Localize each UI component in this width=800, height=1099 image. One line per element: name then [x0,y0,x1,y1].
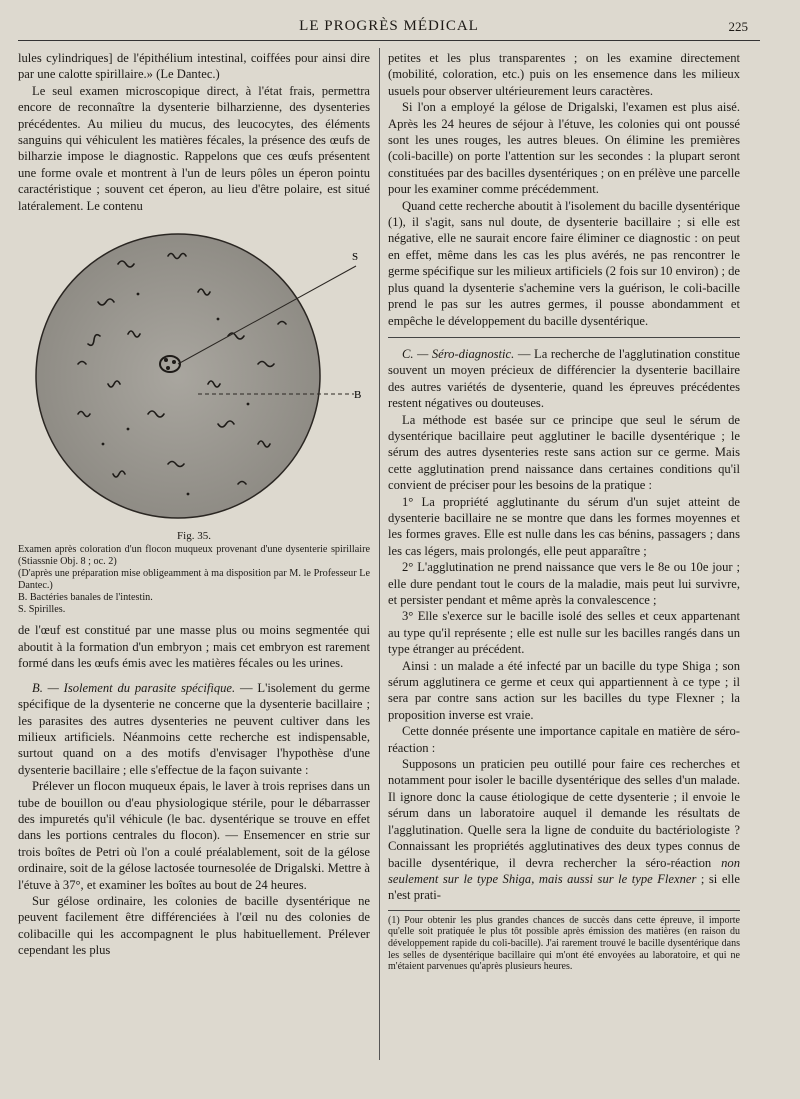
paragraph: 1° La propriété agglutinante du sérum d'un sujet atteint de dysenterie bacillaire ne se montre que dans les formes moyennes et les formes graves. Elle est nulle dans les cas bénins, passagers ; dans les cas légers, mais prolongés, elle peut apparaître ; [388,494,740,558]
paragraph: Quand cette recherche aboutit à l'isolement du bacille dysentérique (1), il s'agit, sans nul doute, de dysenterie bacillaire ; si elle est négative, elle ne saurait encore faire éliminer ce diagnostic : on peut en effet, même dans les cas les plus avérés, ne pas rencontrer le germe spécifique sur les milieux artificiels (2 fois sur 10 environ) ; de plus quand la dysenterie s'achemine vers la guérison, le coli-bacille prend le pas sur les autres germes, il pousse abondamment et empêche le développement du bacille dysentérique. [388,198,740,328]
paragraph: de l'œuf est constitué par une masse plus ou moins segmentée qui aboutit à la formation d'un embryon ; mais cet embryon est rarement formé dans les œufs émis avec les matières fécales ou les urines. [18,623,370,671]
microscope-field-illustration [18,224,370,524]
caption-line: S. Spirilles. [18,604,66,616]
figure-caption [18,544,370,616]
paragraph: Cette donnée présente une importance capitale en matière de séro-réaction : [388,724,740,755]
caption-line: B. Bactéries banales de l'intestin. [18,592,153,604]
section-heading: B. — Isolement du parasite spécifique. [32,680,236,695]
paragraph: Sur gélose ordinaire, les colonies de bacille dysentérique ne peuvent facilement être différenciées à l'œil nu des colonies de colibacille qui les accompagnent le plus habituellement. Prélever cependant les plus [18,893,370,958]
caption-line: Examen après coloration d'un flocon muqueux provenant d'une dysenterie spirillaire (Stiassnie Obj. 8 ; oc. 2) [18,544,370,568]
paragraph: La méthode est basée sur ce principe que seul le sérum de dysentérique bacillaire peut agglutiner le bacille dysentérique ; le sérum des autres dysenteries reste sans action sur ce germe. Mais cette agglutination prend naissance dans certaines conditions qu'il convient de préciser pour les besoins de la pratique : [388,412,740,493]
microscope-field [36,234,320,518]
paragraph: C. — Séro-diagnostic. — La recherche de l'agglutination constitue souvent un moyen précieux de différencier la dysenterie bacillaire des autres variétés de dysenterie, quand les épreuves précédentes restent négatives ou douteuses. [388,346,740,411]
paragraph: Le seul examen microscopique direct, à l'état frais, permettra encore de reconnaître la dysenterie bilharzienne, des dysenteries précédentes. Au milieu du mucus, des leucocytes, des éléments sanguins qui véhiculent les matières fécales, la présence des œufs de bilharzie impose le diagnostic. Rappelons que ces œufs présentent une forme ovale et montrent à l'un de leurs pôles un éperon pointu caractéristique ; souvent cet éperon, au lieu d'être polaire, est situé latéralement. Le contenu [18,83,370,213]
paragraph: petites et les plus transparentes ; on les examine directement (mobilité, coloration, etc.) puis on les ensemence dans les milieux usuels pour observer ultérieurement leurs caractères. [388,51,740,98]
paragraph: lules cylindriques] de l'épithélium intestinal, coiffées pour ainsi dire par une calotte spirillaire.» (Le Dantec.) [18,51,370,82]
footnote: (1) Pour obtenir les plus grandes chances de succès dans cette épreuve, il importe qu'elle soit pratiquée le plus tôt possible après émission des matières (en raison du développement rapide du coli-bacille). J'ai rarement trouvé le bacille dysentérique dans les selles de dysentérique bacillaire qui m'ont été envoyées au laboratoire, et qui ne m'étaient parvenues qu'après plusieurs heures. [388,914,740,973]
journal-title: LE PROGRÈS MÉDICAL [299,18,479,34]
footnote-rule [388,910,740,911]
label-s: S [352,251,359,264]
column-divider [379,48,380,1060]
caption-line: (D'après une préparation mise obligeamment à ma disposition par M. le Professeur Le Dantec.) [18,568,370,592]
figure-title: Fig. 35. [177,530,211,543]
running-header [18,14,760,41]
paragraph: B. — Isolement du parasite spécifique. — L'isolement du germe spécifique de la dysenterie ne concerne que la dysenterie bacillaire ; les parasites des autres dysenteries ne peuvent cultiver dans les milieux artificiels. Néanmoins cette recherche est indispensable, surtout quand on a des motifs d'envisager l'hypothèse d'une dysenterie bacillaire ; elle s'effectue de la façon suivante : [18,680,370,777]
right-column [388,50,740,973]
paragraph: Prélever un flocon muqueux épais, le laver à trois reprises dans un tube de bouillon ou d'eau physiologique stérile, pour le débarrasser des impuretés qu'il véhicule (le bac. dysentérique se trouve en effet dans les portions centrales du flocon). — Ensemencer en strie sur trois boîtes de Petri où l'on a coulé préalablement, soit de la gélose ordinaire, soit de la gélose lactosée tournesolée de Drigalski. Mettre à l'étuve à 37°, et examiner les boîtes au bout de 24 heures. [18,779,370,892]
section-heading: C. — Séro-diagnostic. [402,346,515,361]
paragraph: Si l'on a employé la gélose de Drigalski, l'examen est plus aisé. Après les 24 heures de séjour à l'étuve, les colonies qui ont poussé sont les unes rouges, les autres bleues. On élimine les premières (coli-bacille) on porte l'attention sur les secondes : la plupart seront constituées par des bacilles dysentériques ; on en prélève une parcelle pour les examiner comme précédemment. [388,100,740,197]
paragraph: Ainsi : un malade a été infecté par un bacille du type Shiga ; son sérum agglutinera ce germe et ceux qui appartiennent à ce type ; il sera par contre sans action sur les bacilles du type Flexner ; la proposition inverse est vraie. [388,658,740,722]
paragraph: Supposons un praticien peu outillé pour faire ces recherches et notamment pour isoler le bacille dysentérique des selles d'un malade. Il ignore donc la cause étiologique de cette dysenterie ; il envoie le sérum dans un laboratoire auquel il demande les résultats de l'agglutination. Quelle sera la ligne de conduite du bactériologiste ? Connaissant les propriétés agglutinatives des deux types connus de bacille dysentérique, il devra rechercher la séro-réaction non seulement sur le type Shiga, mais aussi sur le type Flexner ; si elle n'est prati- [388,757,740,903]
section-rule [388,337,740,338]
label-b: B [354,389,362,402]
left-column [18,50,370,959]
page-number: 225 [728,19,748,34]
figure-35 [18,224,370,524]
paragraph: 2° L'agglutination ne prend naissance que vers le 8e ou 10e jour ; elle dure pendant tout le cours de la maladie, mais peut lui survivre, et persister pendant et même après la convalescence ; [388,560,740,607]
paragraph: 3° Elle s'exerce sur le bacille isolé des selles et ceux appartenant au type qu'il représente ; elle est nulle sur les bacilles rangés dans un type étranger au précédent. [388,609,740,657]
emphasis: non seulement sur le type Shiga, mais aussi sur le type Flexner [388,855,740,886]
